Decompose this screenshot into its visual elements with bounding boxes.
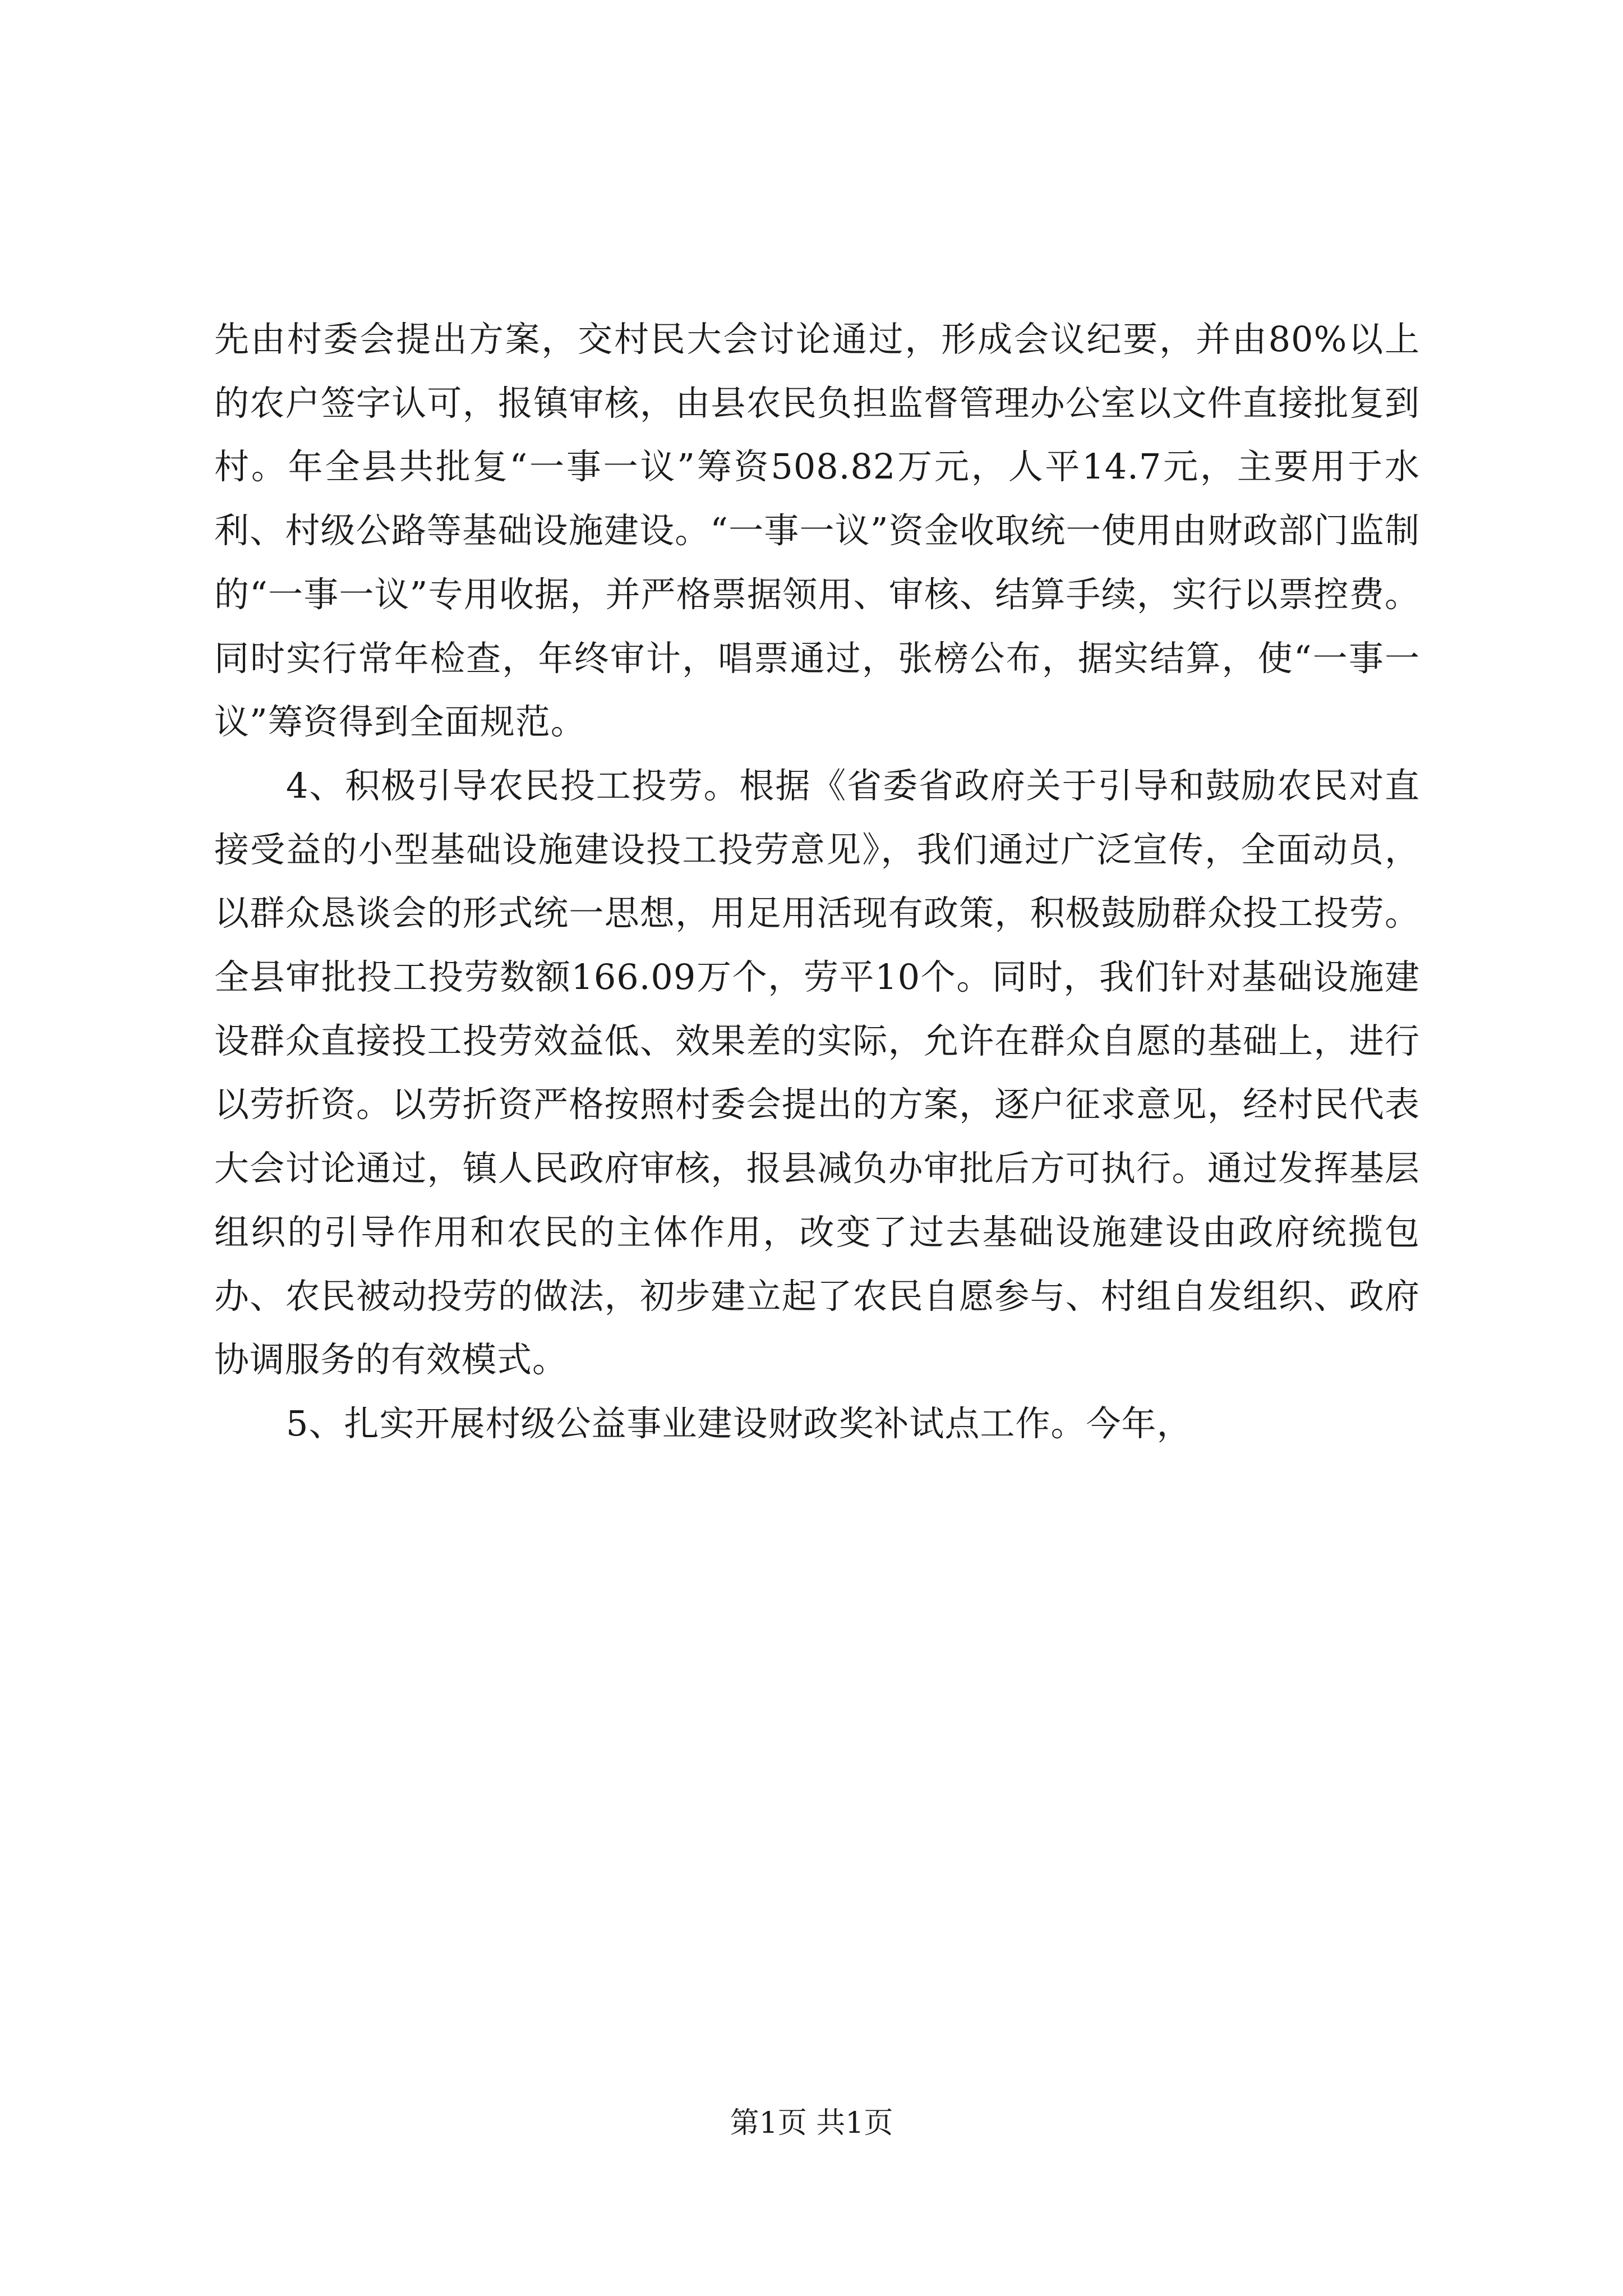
paragraph-continuation: 先由村委会提出方案，交村民大会讨论通过，形成会议纪要，并由80%以上的农户签字认可，报镇审核，由县农民负担监督管理办公室以文件直接批复到村。年全县共批复“一事一议”筹资508.82万元，人平14.7元，主要用于水利、村级公路等基础设施建设。“一事一议”资金收取统一使用由财政部门监制的“一事一议”专用收据，并严格票据领用、审核、结算手续，实行以票控费。同时实行常年检查，年终审计，唱票通过，张榜公布，据实结算，使“一事一议”筹资得到全面规范。: [214, 319, 1420, 743]
paragraph-section-5: 5、扎实开展村级公益事业建设财政奖补试点工作。今年，: [286, 1402, 1192, 1444]
paragraph-section-4: 4、积极引导农民投工投劳。根据《省委省政府关于引导和鼓励农民对直接受益的小型基础设施建设投工投劳意见》，我们通过广泛宣传，全面动员，以群众恳谈会的形式统一思想，用足用活现有政策，积极鼓励群众投工投劳。全县审批投工投劳数额166.09万个，劳平10个。同时，我们针对基础设施建设群众直接投工投劳效益低、效果差的实际，允许在群众自愿的基础上，进行以劳折资。以劳折资严格按照村委会提出的方案，逐户征求意见，经村民代表大会讨论通过，镇人民政府审核，报县减负办审批后方可执行。通过发挥基层组织的引导作用和农民的主体作用，改变了过去基础设施建设由政府统揽包办、农民被动投劳的做法，初步建立起了农民自愿参与、村组自发组织、政府协调服务的有效模式。: [214, 765, 1420, 1381]
page-footer: 第1页 共1页: [730, 2106, 893, 2140]
document-body: [214, 307, 1420, 1456]
